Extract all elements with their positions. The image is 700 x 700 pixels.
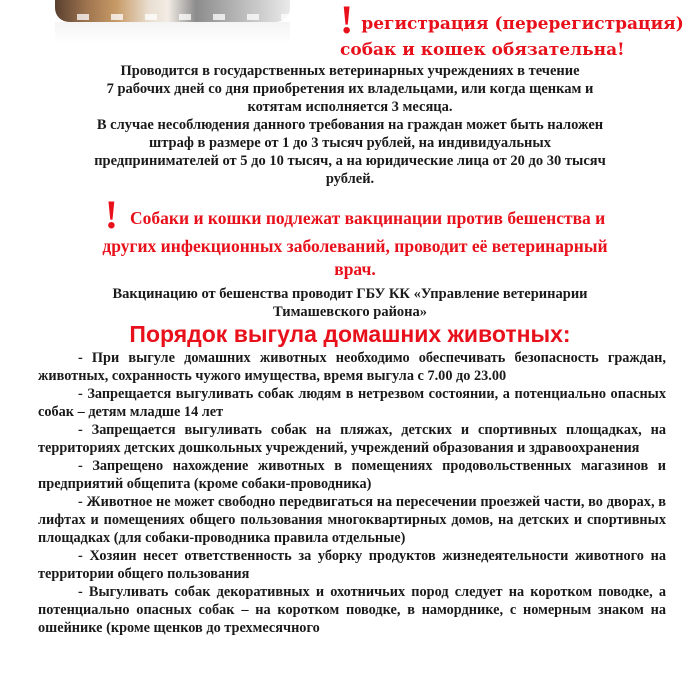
exclamation-icon: ! — [340, 0, 354, 42]
registration-heading-line1 — [340, 0, 684, 40]
registration-details — [30, 62, 670, 116]
rule-item: - Запрещается выгуливать собак людям в нетрезвом состоянии, а потенциально опасных собак – детям младше 14 лет — [38, 386, 666, 420]
walking-rules-title: Порядок выгула домашних животных: — [129, 321, 571, 347]
walking-rules-list — [38, 349, 666, 637]
paws-decoration — [55, 14, 290, 20]
text-line: штраф в размере от 1 до 3 тысяч рублей, на индивидуальных — [149, 135, 551, 151]
heading-line: врач. — [334, 259, 376, 279]
pets-photo — [55, 0, 290, 22]
fine-details — [30, 116, 670, 188]
vaccination-details — [30, 285, 670, 321]
rule-item: - При выгуле домашних животных необходимо обеспечивать безопасность граждан, животных, сохранность чужого имущества, время выгула с 7.00 до 23.00 — [38, 350, 666, 384]
text-line: котятам исполняется 3 месяца. — [247, 99, 453, 115]
registration-title-text: регистрация (перерегистрация) — [361, 14, 684, 34]
rule-item: - Животное не может свободно передвигаться на пересечении проезжей части, во дворах, в лифтах и помещениях общего пользования многоквартирных домов, на детских и спортивных площадках (для собаки-проводника правила отдельные) — [38, 494, 666, 546]
vaccination-heading — [40, 192, 670, 279]
rule-item: - Хозяин несет ответственность за уборку продуктов жизнедеятельности животного на территории общего пользования — [38, 548, 666, 582]
text-line: Проводится в государственных ветеринарных учреждениях в течение — [120, 63, 580, 79]
text-line: 7 рабочих дней со дня приобретения их владельцами, или когда щенкам и — [106, 81, 594, 97]
text-line: В случае несоблюдения данного требования на граждан может быть наложен — [96, 117, 604, 133]
text-line: Тимашевского района» — [272, 304, 428, 320]
heading-line: других инфекционных заболеваний, проводит её ветеринарный — [102, 236, 608, 256]
text-line: рублей. — [325, 171, 375, 187]
rule-item: - Выгуливать собак декоративных и охотничьих пород следует на коротком поводке, а потенциально опасных собак – на коротком поводке, в наморднике, с номерным знаком на ошейнике (кроме щенков до трехмесячного — [38, 584, 666, 636]
text-line: Вакцинацию от бешенства проводит ГБУ КК «Управление ветеринарии — [112, 286, 588, 302]
rule-item: - Запрещается выгуливать собак на пляжах, детских и спортивных площадках, на территориях детских дошкольных учреждений, учреждений образования и здравоохранения — [38, 422, 666, 456]
exclamation-icon: ! — [104, 192, 119, 237]
registration-heading-line2: собак и кошек обязательна! — [340, 40, 625, 60]
photo-shadow — [55, 22, 290, 44]
heading-line — [40, 192, 670, 237]
text-line: предпринимателей от 5 до 10 тысяч, а на юридические лица от 20 до 30 тысяч — [94, 153, 606, 169]
rule-item: - Запрещено нахождение животных в помещениях продовольственных магазинов и предприятий общепита (кроме собаки-проводника) — [38, 458, 666, 492]
vaccination-title-text: Собаки и кошки подлежат вакцинации против бешенства и — [130, 208, 606, 228]
